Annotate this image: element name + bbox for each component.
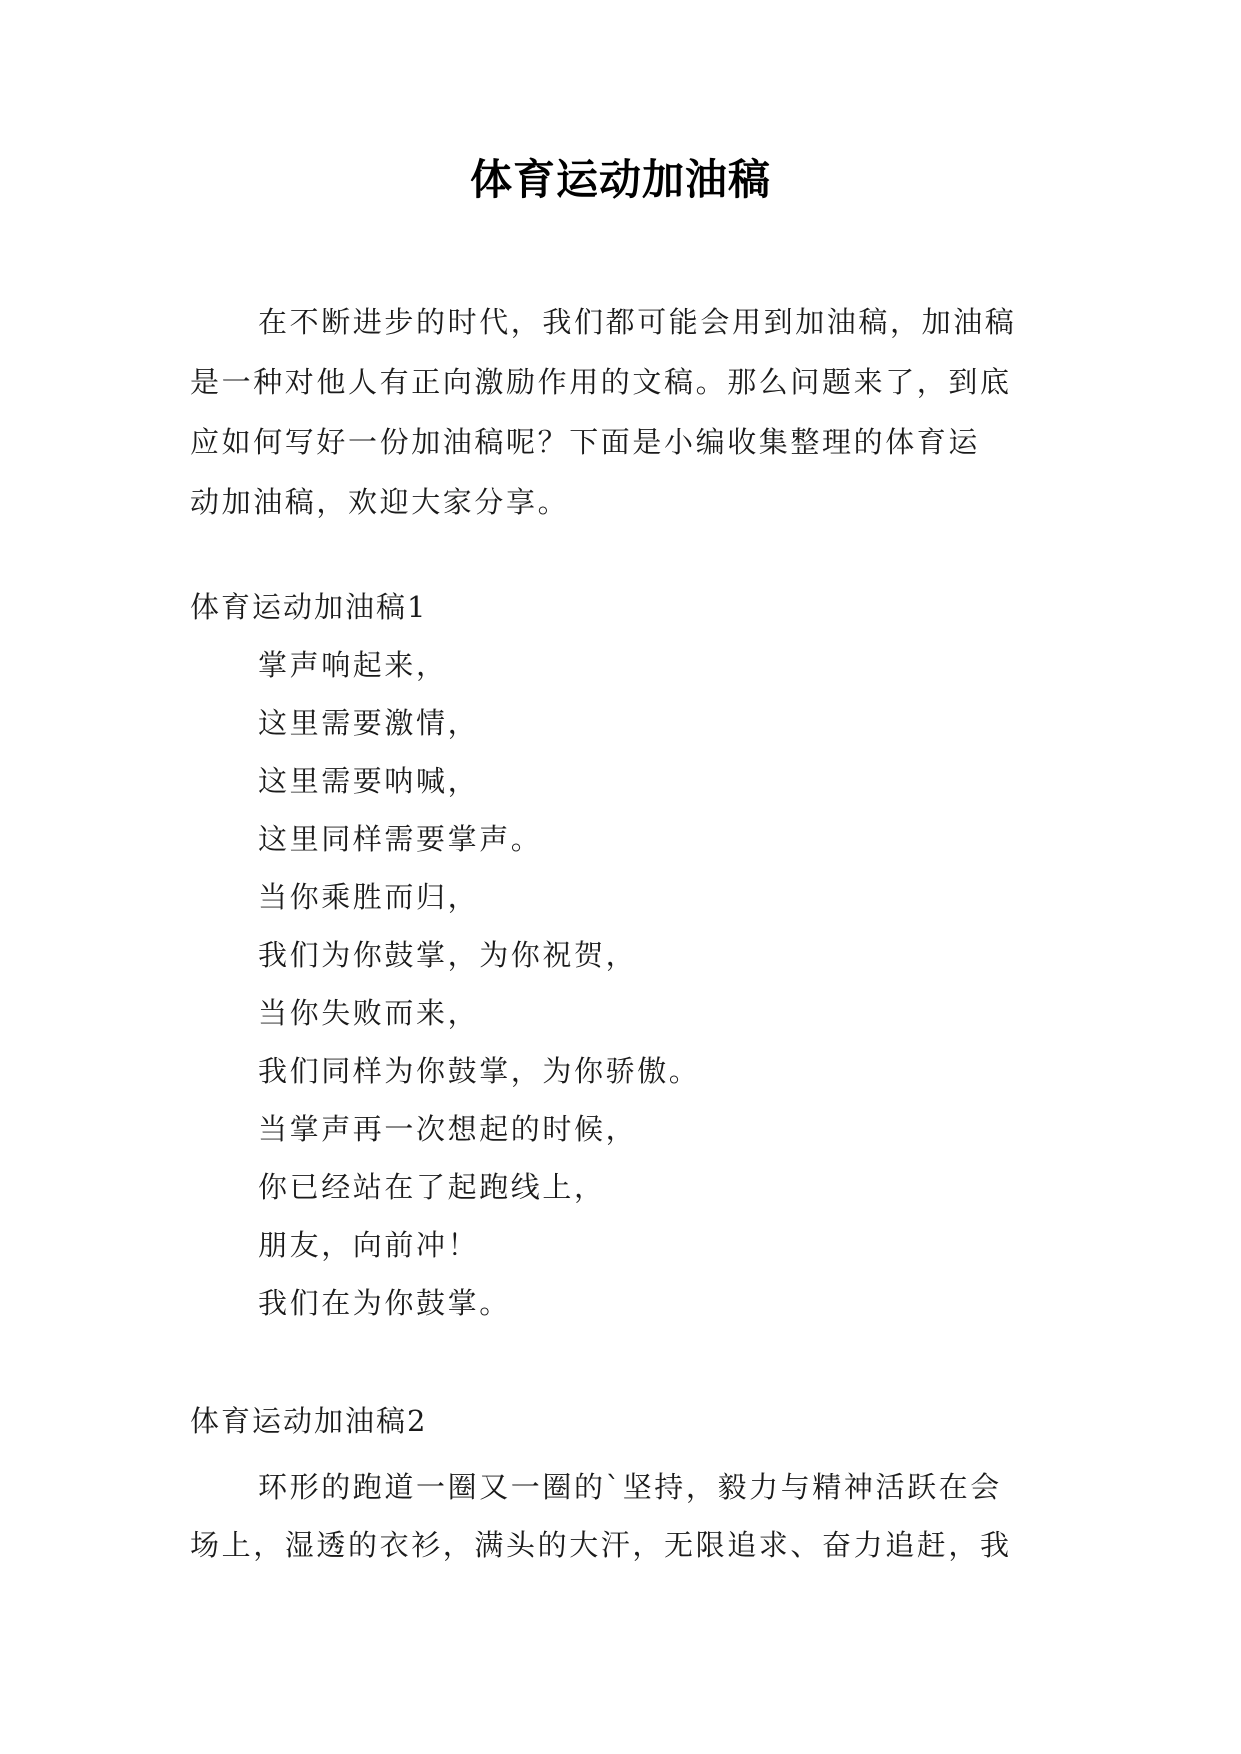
verse-line: 朋友，向前冲！ <box>258 1228 480 1262</box>
verse-line: 这里同样需要掌声。 <box>258 822 543 856</box>
section-heading-2: 体育运动加油稿2 <box>190 1404 428 1438</box>
verse-line: 当你乘胜而归， <box>258 880 480 914</box>
intro-line: 是一种对他人有正向激励作用的文稿。那么问题来了，到底 <box>190 365 1012 399</box>
document-title: 体育运动加油稿 <box>469 155 771 204</box>
section2-paragraph <box>190 1458 1058 1574</box>
verse-line: 你已经站在了起跑线上， <box>258 1170 606 1204</box>
paragraph-line: 环形的跑道一圈又一圈的`坚持，毅力与精神活跃在会 <box>258 1470 1002 1504</box>
verse-line: 这里需要呐喊， <box>258 764 480 798</box>
verse-line: 掌声响起来， <box>258 648 448 682</box>
verse-line: 当掌声再一次想起的时候， <box>258 1112 638 1146</box>
verse-line: 我们为你鼓掌，为你祝贺， <box>258 938 638 972</box>
paragraph-line: 场上，湿透的衣衫，满头的大汗，无限追求、奋力追赶，我 <box>190 1528 1012 1562</box>
verse-line: 我们同样为你鼓掌，为你骄傲。 <box>258 1054 701 1088</box>
intro-line: 应如何写好一份加油稿呢？下面是小编收集整理的体育运 <box>190 425 981 459</box>
verse-line: 我们在为你鼓掌。 <box>258 1286 511 1320</box>
section-heading-1: 体育运动加油稿1 <box>190 590 428 624</box>
verse-line: 这里需要激情， <box>258 706 480 740</box>
intro-line: 动加油稿，欢迎大家分享。 <box>190 485 570 519</box>
verse-list <box>258 636 700 1332</box>
intro-paragraph <box>190 292 1058 532</box>
verse-line: 当你失败而来， <box>258 996 480 1030</box>
intro-line: 在不断进步的时代，我们都可能会用到加油稿，加油稿 <box>258 305 1017 339</box>
